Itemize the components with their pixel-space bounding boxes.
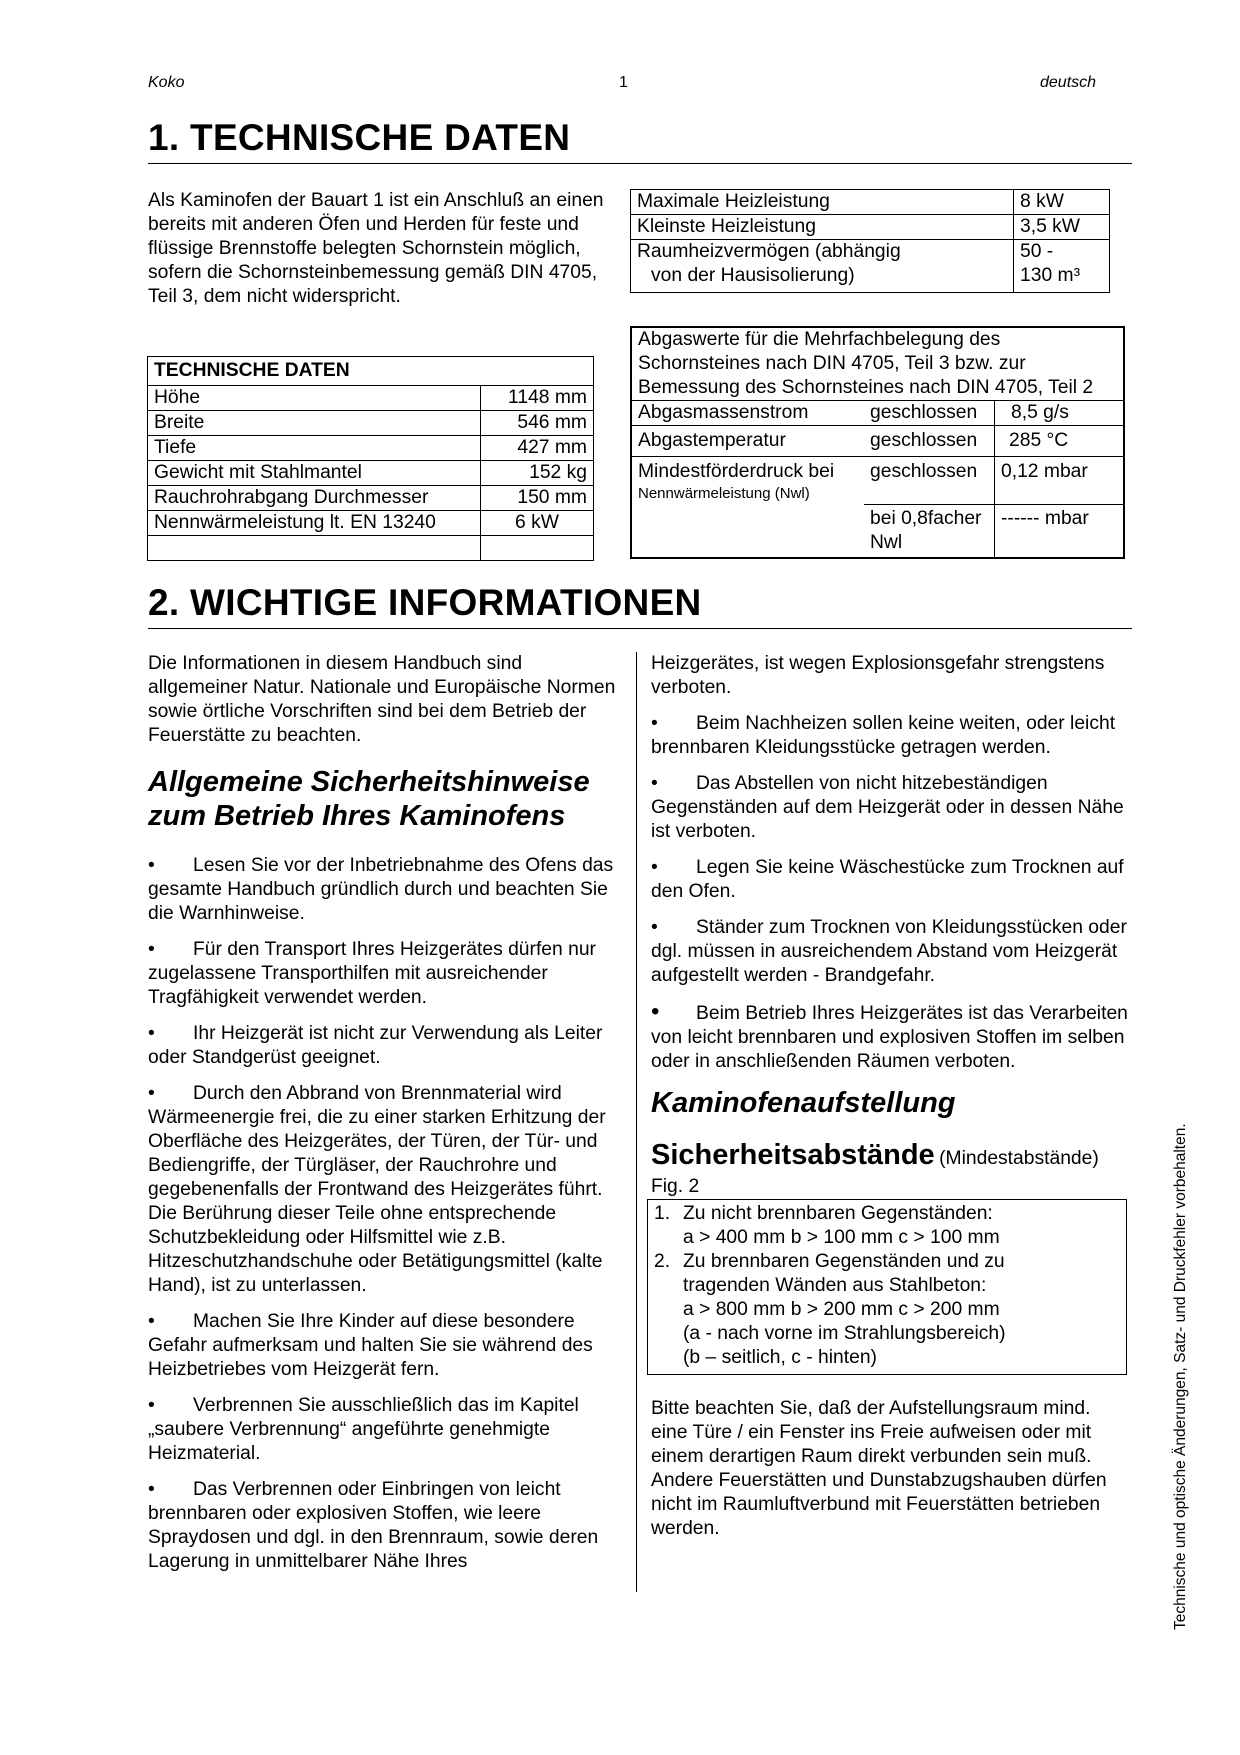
section1-intro: Als Kaminofen der Bauart 1 ist ein Anschluß an einen bereits mit anderen Öfen und Herden für feste und flüssige Brennstoffe belegten Schornstein möglich, sofern die Schornsteinbemessung gemäß DIN 4705, Teil 3, dem nicht widerspricht. (148, 190, 604, 307)
list-item (651, 712, 1129, 760)
list-item (651, 1000, 1129, 1074)
distance-text: Zu brennbaren Gegenständen und zu (683, 1251, 1005, 1272)
distance-note: (Mindestabstände) (939, 1148, 1099, 1169)
list-item (148, 1394, 616, 1466)
bullet-icon: • (148, 939, 155, 960)
safety-heading-line1: Allgemeine Sicherheitshinweise (148, 766, 590, 798)
list-item-text: Lesen Sie vor der Inbetriebnahme des Ofens das gesamte Handbuch gründlich durch und beachten Sie die Warnhinweise. (148, 855, 614, 924)
distance-text: Zu nicht brennbaren Gegenständen: (683, 1203, 993, 1224)
tech-row-value: 1148 mm (481, 386, 594, 411)
distance-line: tragenden Wänden aus Stahlbeton: (683, 1275, 987, 1296)
bullet-icon: • (148, 1395, 155, 1416)
right-column (651, 652, 1129, 1541)
draft-cond: geschlossen (864, 457, 995, 505)
left-column (148, 652, 616, 1574)
draft-value: 0,12 mbar (995, 457, 1125, 505)
continuation-text: Heizgerätes, ist wegen Explosionsgefahr strengstens verboten. (651, 653, 1105, 698)
bullet-icon: • (651, 917, 658, 938)
list-item (148, 1310, 616, 1382)
setup-heading: Kaminofenaufstellung (651, 1087, 956, 1119)
section2-rule (148, 628, 1132, 629)
distance-line (654, 1202, 1126, 1226)
room-heating-label-line1: Raumheizvermögen (abhängig (637, 241, 901, 262)
column-divider (636, 652, 637, 1592)
room-heating-value (1014, 240, 1110, 293)
list-item-text: Verbrennen Sie ausschließlich das im Kapitel „saubere Verbrennung“ angeführte genehmigte Heizmaterial. (148, 1395, 579, 1464)
draft-label-line1: Mindestförderdruck bei (638, 461, 835, 482)
exhaust-temp-cond: geschlossen (864, 426, 995, 457)
distance-heading: Sicherheitsabstände (651, 1139, 935, 1171)
safety-heading (148, 765, 616, 833)
tech-row-label: Höhe (148, 386, 481, 411)
exhaust-table (630, 326, 1125, 559)
bullet-icon: • (148, 1311, 155, 1332)
draft-reduced-cond-line1: bei 0,8facher (870, 507, 982, 529)
bullet-icon: • (148, 1023, 155, 1044)
distance-heading-row (651, 1140, 1129, 1175)
section2-intro: Die Informationen in diesem Handbuch sind allgemeiner Natur. Nationale und Europäische Normen sowie örtliche Vorschriften sind bei dem Betrieb der Feuerstätte zu beachten. (148, 653, 616, 746)
tech-row-empty (148, 536, 481, 561)
fig-label: Fig. 2 (651, 1176, 700, 1197)
list-item-text: Das Verbrennen oder Einbringen von leicht brennbaren oder explosiven Stoffen, wie leere Spraydosen und dgl. in den Brennraum, sowie deren Lagerung in unmittelbarer Nähe Ihres (148, 1479, 599, 1572)
bullet-icon: • (651, 713, 658, 734)
distance-line: (b – seitlich, c - hinten) (683, 1347, 877, 1368)
list-item-text: Machen Sie Ihre Kinder auf diese besondere Gefahr aufmerksam und halten Sie sie während des Heizbetriebes vom Heizgerät fern. (148, 1311, 593, 1380)
list-item (148, 854, 616, 926)
power-max-value: 8 kW (1014, 190, 1110, 215)
tech-row-label: Tiefe (148, 436, 481, 461)
tech-row-value: 427 mm (481, 436, 594, 461)
header-left: Koko (148, 74, 185, 91)
safety-heading-line2: zum Betrieb Ihres Kaminofens (148, 800, 566, 832)
section1-heading: 1. TECHNISCHE DATEN (148, 117, 571, 158)
side-note: Technische und optische Änderungen, Satz- und Druckfehler vorbehalten. (1172, 1123, 1189, 1630)
tech-row-label: Breite (148, 411, 481, 436)
power-min-value: 3,5 kW (1014, 215, 1110, 240)
exhaust-temp-value: 285 °C (995, 426, 1125, 457)
list-item-text: Das Abstellen von nicht hitzebeständigen Gegenständen auf dem Heizgerät oder in dessen Nähe ist verboten. (651, 773, 1124, 842)
section1-rule (148, 163, 1132, 164)
tech-row-label: Gewicht mit Stahlmantel (148, 461, 481, 486)
room-heating-value-line2: 130 m³ (1020, 265, 1081, 286)
tech-data-table (147, 356, 594, 561)
bullet-icon: • (148, 1479, 155, 1500)
distance-box (647, 1199, 1127, 1375)
list-item (651, 856, 1129, 904)
bullet-icon: • (651, 857, 658, 878)
list-item (148, 1022, 616, 1070)
draft-reduced-empty (631, 504, 864, 558)
distance-line: a > 800 mm b > 200 mm c > 200 mm (683, 1299, 1000, 1320)
tech-row-label: Rauchrohrabgang Durchmesser (148, 486, 481, 511)
distance-number: 2. (654, 1251, 671, 1272)
list-item (651, 772, 1129, 844)
exhaust-mass-value: 8,5 g/s (995, 401, 1125, 426)
power-min-label: Kleinste Heizleistung (631, 215, 1014, 240)
header-language: deutsch (1040, 74, 1097, 91)
tech-row-value: 152 kg (481, 461, 594, 486)
distance-line: (a - nach vorne im Strahlungsbereich) (683, 1323, 1006, 1344)
list-item-text: Ihr Heizgerät ist nicht zur Verwendung als Leiter oder Standgerüst geeignet. (148, 1023, 603, 1068)
tech-row-value: 150 mm (481, 486, 594, 511)
tech-row-value: 6 kW (481, 511, 594, 536)
exhaust-temp-label: Abgastemperatur (631, 426, 864, 457)
list-item-text: Beim Betrieb Ihres Heizgerätes ist das Verarbeiten von leicht brennbaren und explosiven Stoffen im selben oder in anschließenden Räumen verboten. (651, 1003, 1128, 1072)
list-item-text: Beim Nachheizen sollen keine weiten, oder leicht brennbaren Kleidungsstücke getragen werden. (651, 713, 1116, 758)
list-item (148, 1082, 616, 1298)
distance-number: 1. (654, 1203, 671, 1224)
distance-line: a > 400 mm b > 100 mm c > 100 mm (683, 1227, 1000, 1248)
draft-reduced-cond-line2: Nwl (870, 531, 903, 553)
bullet-icon: • (651, 773, 658, 794)
list-item-text: Legen Sie keine Wäschestücke zum Trocknen auf den Ofen. (651, 857, 1124, 902)
section2-heading: 2. WICHTIGE INFORMATIONEN (148, 582, 702, 623)
tech-row-value: 546 mm (481, 411, 594, 436)
room-heating-value-line1: 50 - (1020, 241, 1054, 262)
closing-text: Bitte beachten Sie, daß der Aufstellungsraum mind. eine Türe / ein Fenster ins Freie aufweisen oder mit einem derartigen Raum direkt verbunden sein muß. Andere Feuerstätten und Dunstabzugshauben dürfen nicht im Raumluftverbund mit Feuerstätten betrieben werden. (651, 1398, 1107, 1539)
draft-label-small: Nennwärmeleistung (Nwl) (638, 485, 810, 502)
bullet-icon: • (148, 855, 155, 876)
room-heating-label (631, 240, 1014, 293)
exhaust-mass-label: Abgasmassenstrom (631, 401, 864, 426)
list-item-text: Für den Transport Ihres Heizgerätes dürfen nur zugelassene Transporthilfen mit ausreichender Tragfähigkeit verwendet werden. (148, 939, 596, 1008)
bullet-icon: • (651, 998, 660, 1025)
page-number: 1 (619, 74, 628, 91)
list-item-text: Ständer zum Trocknen von Kleidungsstücken oder dgl. müssen in ausreichendem Abstand vom Heizgerät aufgestellt werden - Brandgefahr. (651, 917, 1127, 986)
exhaust-intro: Abgaswerte für die Mehrfachbelegung des Schornsteines nach DIN 4705, Teil 3 bzw. zur Bemessung des Schornsteines nach DIN 4705, Teil 2 (631, 327, 1124, 401)
list-item-text: Durch den Abbrand von Brennmaterial wird Wärmeenergie frei, die zu einer starken Erhitzung der Oberfläche des Heizgerätes, der Türen, der Tür- und Bediengriffe, der Türgläser, der Rauchrohre und gegebenenfalls der Frontwand des Heizgerätes führt. Die Berührung dieser Teile ohne entsprechende Schutzbekleidung oder Hilfsmittel wie z.B. Hitzeschutzhandschuhe oder Betätigungsmittel (kalte Hand), ist zu unterlassen. (148, 1083, 606, 1296)
tech-row-empty (481, 536, 594, 561)
draft-reduced-cond (864, 504, 995, 558)
power-table (630, 189, 1110, 293)
list-item (148, 1478, 616, 1574)
distance-line (654, 1250, 1126, 1274)
room-heating-label-line2: von der Hausisolierung) (651, 265, 855, 286)
exhaust-mass-cond: geschlossen (864, 401, 995, 426)
bullet-icon: • (148, 1083, 155, 1104)
tech-table-title: TECHNISCHE DATEN (148, 357, 594, 386)
draft-label (631, 457, 864, 505)
list-item (651, 916, 1129, 988)
list-item (148, 938, 616, 1010)
power-max-label: Maximale Heizleistung (631, 190, 1014, 215)
tech-row-label: Nennwärmeleistung lt. EN 13240 (148, 511, 481, 536)
draft-reduced-value: ------ mbar (995, 504, 1125, 558)
